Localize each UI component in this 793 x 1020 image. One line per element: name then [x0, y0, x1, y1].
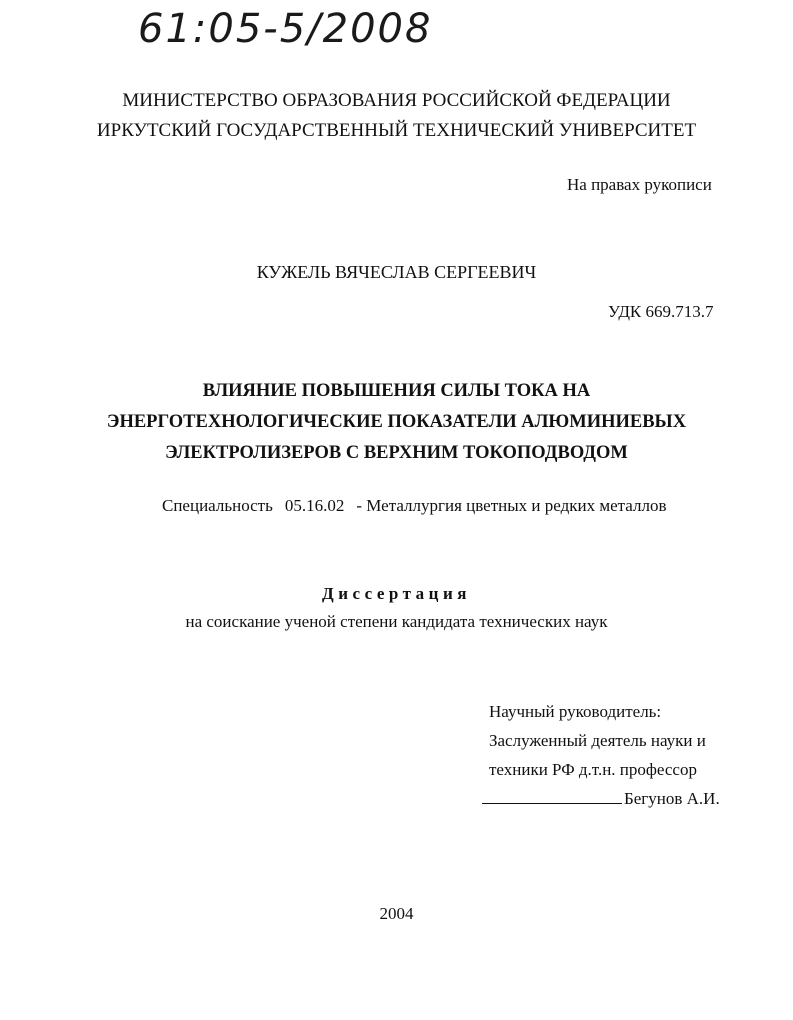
specialty-code: 05.16.02 — [284, 496, 345, 515]
manuscript-rights-note: На правах рукописи — [567, 175, 712, 194]
specialty-line — [162, 496, 666, 516]
supervisor-signature-row — [482, 789, 720, 809]
ministry-line-2: ИРКУТСКИЙ ГОСУДАРСТВЕННЫЙ ТЕХНИЧЕСКИЙ УНИВЕРСИТЕТ — [96, 120, 697, 141]
specialty-name: - Металлургия цветных и редких металлов — [356, 496, 667, 515]
dissertation-heading: Диссертация — [322, 584, 471, 603]
degree-subtitle: на соискание ученой степени кандидата технических наук — [185, 612, 608, 631]
supervisor-title-line-1: Заслуженный деятель науки и — [489, 731, 706, 750]
author-name: КУЖЕЛЬ ВЯЧЕСЛАВ СЕРГЕЕВИЧ — [256, 262, 537, 282]
ministry-line-1: МИНИСТЕРСТВО ОБРАЗОВАНИЯ РОССИЙСКОЙ ФЕДЕРАЦИИ — [122, 90, 671, 111]
title-line-2: ЭНЕРГОТЕХНОЛОГИЧЕСКИЕ ПОКАЗАТЕЛИ АЛЮМИНИЕВЫХ — [106, 412, 687, 432]
signature-line — [482, 789, 622, 804]
title-line-3: ЭЛЕКТРОЛИЗЕРОВ С ВЕРХНИМ ТОКОПОДВОДОМ — [165, 443, 628, 463]
year: 2004 — [379, 904, 414, 923]
udc-code: УДК 669.713.7 — [608, 302, 714, 321]
title-line-1: ВЛИЯНИЕ ПОВЫШЕНИЯ СИЛЫ ТОКА НА — [202, 381, 591, 401]
specialty-label: Специальность — [162, 496, 273, 515]
archive-number-handwritten: 61:05-5/2008 — [138, 6, 433, 52]
supervisor-title-line-2: техники РФ д.т.н. профессор — [489, 760, 697, 779]
dissertation-title — [0, 376, 793, 469]
supervisor-name: Бегунов А.И. — [624, 789, 720, 808]
supervisor-label: Научный руководитель: — [489, 702, 662, 721]
